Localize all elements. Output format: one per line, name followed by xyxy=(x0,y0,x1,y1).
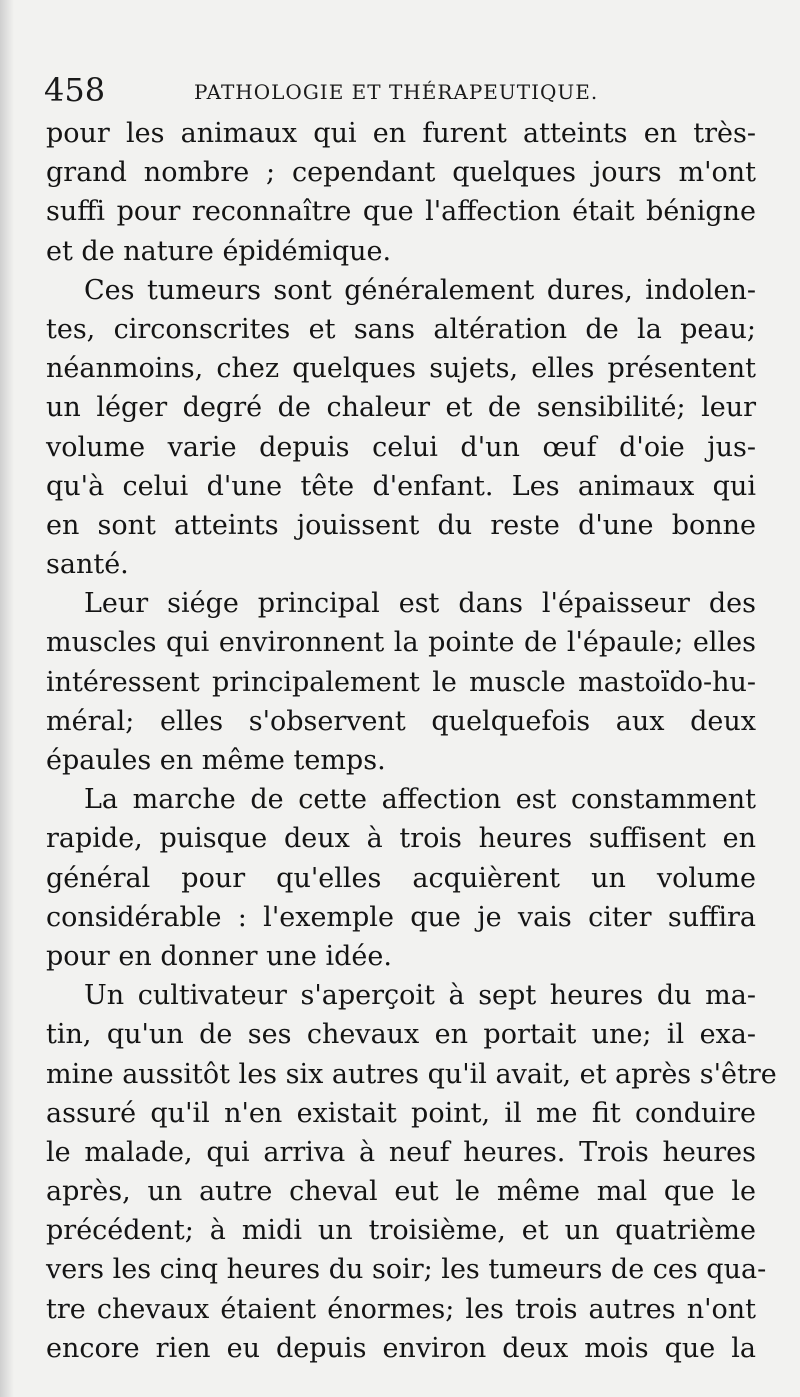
text-line: Leur siége principal est dans l'épaisseur des xyxy=(84,588,756,620)
text-line: santé. xyxy=(46,549,129,581)
text-line: suffi pour reconnaître que l'affection était bénigne xyxy=(46,196,756,228)
text-line: vers les cinq heures du soir; les tumeurs de ces qua- xyxy=(46,1254,767,1286)
text-line: un léger degré de chaleur et de sensibilité; leur xyxy=(46,392,756,424)
text-line: Ces tumeurs sont généralement dures, indolen- xyxy=(84,274,756,306)
text-line: considérable : l'exemple que je vais citer suffira xyxy=(46,901,756,933)
text-line: tre chevaux étaient énormes; les trois autres n'ont xyxy=(46,1293,756,1325)
text-line: rapide, puisque deux à trois heures suffisent en xyxy=(46,823,756,855)
text-line: La marche de cette affection est constamment xyxy=(84,784,756,816)
text-line: encore rien eu depuis environ deux mois que la xyxy=(46,1332,756,1364)
text-line: assuré qu'il n'en existait point, il me fit conduire xyxy=(46,1097,756,1129)
text-line: volume varie depuis celui d'un œuf d'oie jus- xyxy=(46,431,756,463)
running-header xyxy=(44,72,756,112)
text-line: néanmoins, chez quelques sujets, elles présentent xyxy=(46,353,756,385)
text-line: général pour qu'elles acquièrent un volume xyxy=(46,862,756,894)
text-line: tin, qu'un de ses chevaux en portait une; il exa- xyxy=(46,1019,756,1051)
text-line: précédent; à midi un troisième, et un quatrième xyxy=(46,1215,756,1247)
text-line: qu'à celui d'une tête d'enfant. Les animaux qui xyxy=(46,470,756,502)
text-line: après, un autre cheval eut le même mal que le xyxy=(46,1176,756,1208)
text-line: le malade, qui arriva à neuf heures. Trois heures xyxy=(46,1136,756,1168)
text-line: tes, circonscrites et sans altération de la peau; xyxy=(46,313,756,345)
text-line: épaules en même temps. xyxy=(46,745,386,776)
text-line: muscles qui environnent la pointe de l'épaule; elles xyxy=(46,627,756,659)
page-number: 458 xyxy=(44,71,106,109)
text-line: Un cultivateur s'aperçoit à sept heures du ma- xyxy=(84,980,756,1012)
text-line: en sont atteints jouissent du reste d'une bonne xyxy=(46,509,756,541)
text-line: pour en donner une idée. xyxy=(46,940,392,972)
running-title: PATHOLOGIE ET THÉRAPEUTIQUE. xyxy=(194,80,599,104)
text-line: grand nombre ; cependant quelques jours m'ont xyxy=(46,157,756,189)
text-line: mine aussitôt les six autres qu'il avait, et après s'être xyxy=(46,1058,777,1090)
body-text xyxy=(46,114,777,1368)
text-line: et de nature épidémique. xyxy=(46,235,392,267)
text-line: pour les animaux qui en furent atteints en très- xyxy=(46,118,756,149)
text-line: intéressent principalement le muscle mastoïdo-hu- xyxy=(46,666,756,698)
text-line: méral; elles s'observent quelquefois aux deux xyxy=(46,705,756,737)
